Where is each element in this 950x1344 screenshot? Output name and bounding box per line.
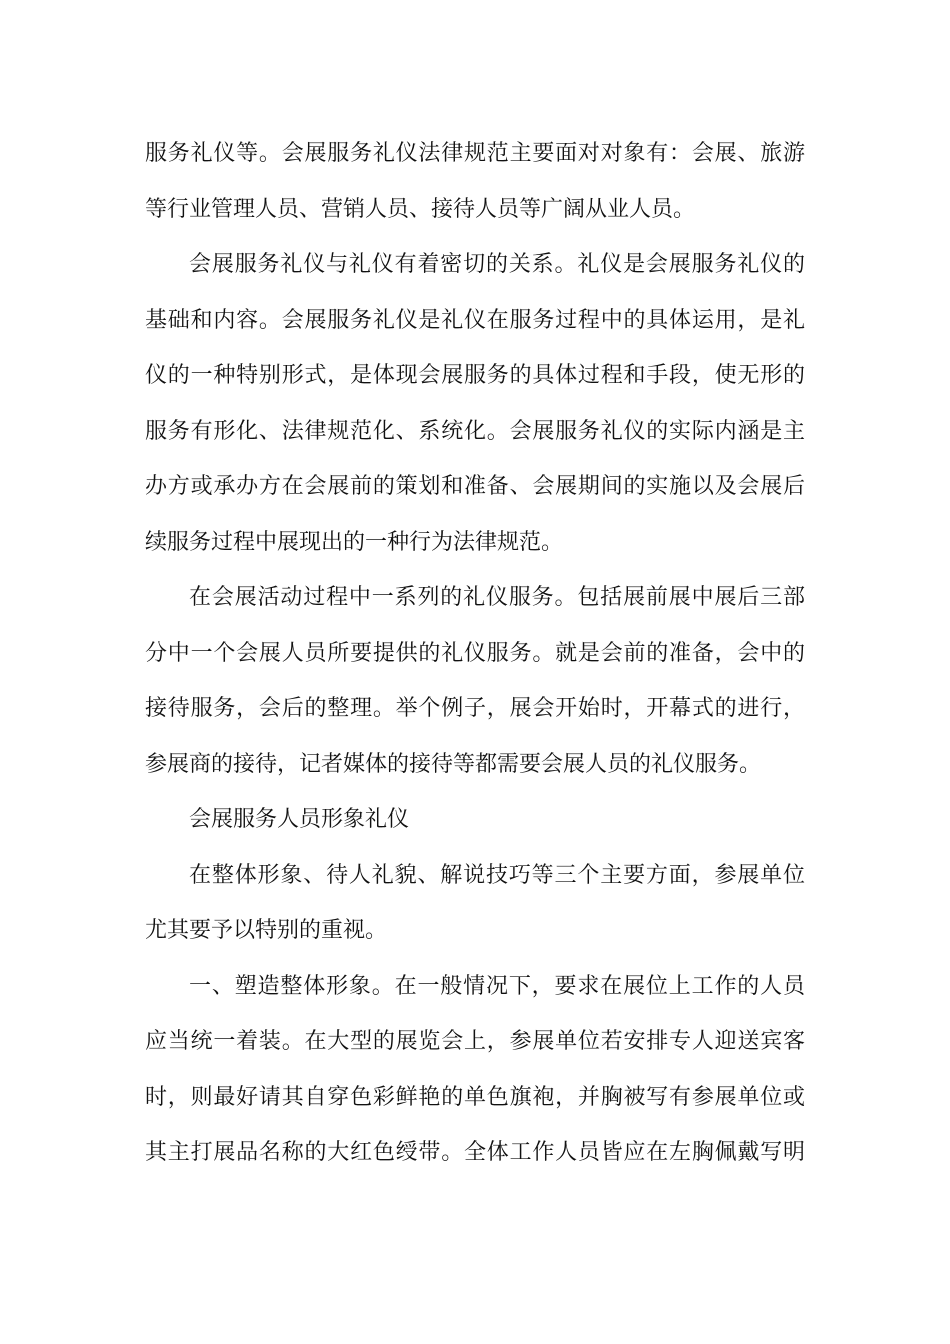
section-heading: 会展服务人员形象礼仪	[189, 807, 410, 832]
text-line: 尤其要予以特别的重视。	[145, 918, 388, 943]
text-line: 办方或承办方在会展前的策划和准备、会展期间的实施以及会展后	[145, 474, 805, 499]
paragraph-start-line: 在会展活动过程中一系列的礼仪服务。包括展前展中展后三部	[189, 585, 805, 610]
text-line: 其主打展品名称的大红色绶带。全体工作人员皆应在左胸佩戴写明	[145, 1140, 805, 1165]
paragraph-start-line: 一、塑造整体形象。在一般情况下，要求在展位上工作的人员	[189, 973, 805, 999]
text-line: 续服务过程中展现出的一种行为法律规范。	[145, 529, 564, 555]
text-line: 时，则最好请其自穿色彩鲜艳的单色旗袍，并胸被写有参展单位或	[145, 1084, 805, 1110]
paragraph-start-line: 在整体形象、待人礼貌、解说技巧等三个主要方面，参展单位	[189, 862, 805, 888]
document-body	[145, 126, 805, 1181]
text-line: 应当统一着装。在大型的展览会上，参展单位若安排专人迎送宾客	[145, 1029, 805, 1054]
text-line: 基础和内容。会展服务礼仪是礼仪在服务过程中的具体运用，是礼	[145, 307, 805, 333]
text-line: 仪的一种特别形式，是体现会展服务的具体过程和手段，使无形的	[145, 363, 805, 388]
text-line: 分中一个会展人员所要提供的礼仪服务。就是会前的准备，会中的	[145, 640, 805, 666]
text-line: 等行业管理人员、营销人员、接待人员等广阔从业人员。	[145, 196, 696, 222]
text-line: 接待服务，会后的整理。举个例子，展会开始时，开幕式的进行，	[145, 696, 805, 721]
paragraph-start-line: 会展服务礼仪与礼仪有着密切的关系。礼仪是会展服务礼仪的	[189, 252, 805, 277]
text-line: 服务有形化、法律规范化、系统化。会展服务礼仪的实际内涵是主	[145, 418, 805, 444]
text-line: 服务礼仪等。会展服务礼仪法律规范主要面对对象有：会展、旅游	[145, 141, 805, 166]
text-line: 参展商的接待，记者媒体的接待等都需要会展人员的礼仪服务。	[145, 751, 762, 777]
